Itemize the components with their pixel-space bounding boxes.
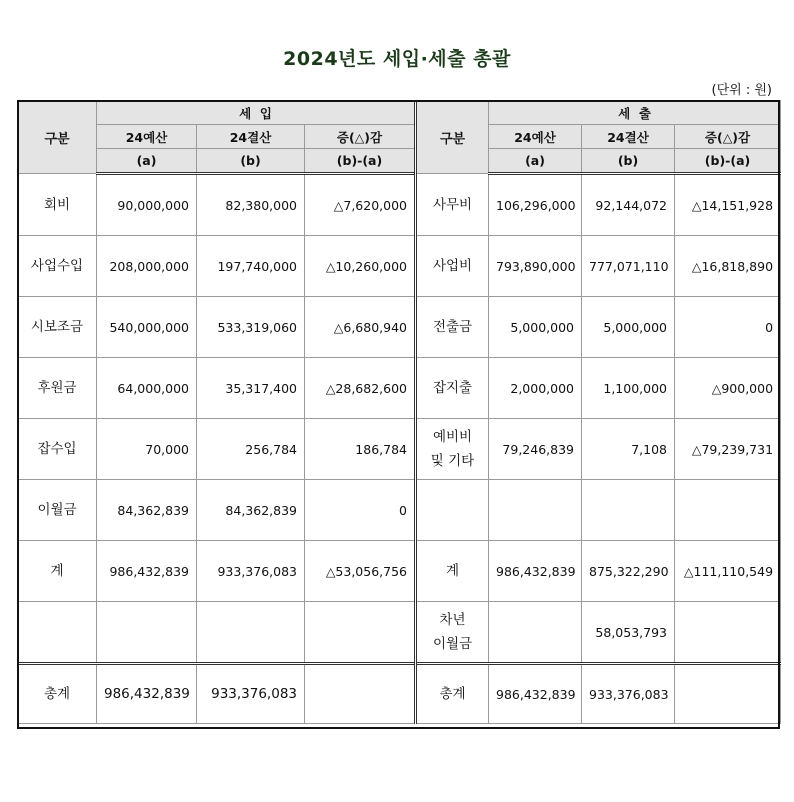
expense-budget-cell: 2,000,000 — [489, 358, 582, 419]
income-settlement-cell: 82,380,000 — [197, 174, 305, 236]
expense-change-cell: △79,239,731 — [675, 419, 781, 480]
expense-budget-cell: 106,296,000 — [489, 174, 582, 236]
expense-budget-cell: 5,000,000 — [489, 297, 582, 358]
income-header: 세 입 — [97, 101, 416, 125]
table-row — [18, 419, 781, 480]
income-settlement-cell: 256,784 — [197, 419, 305, 480]
income-settlement-cell: 933,376,083 — [197, 664, 305, 724]
expense-change-cell: △111,110,549 — [675, 541, 781, 602]
income-budget-cell: 84,362,839 — [97, 480, 197, 541]
expense-change-cell — [675, 664, 781, 724]
income-settlement-cell: 84,362,839 — [197, 480, 305, 541]
table-row — [18, 480, 781, 541]
income-change-cell: △7,620,000 — [305, 174, 416, 236]
income-settlement-cell — [197, 602, 305, 664]
income-budget-cell: 64,000,000 — [97, 358, 197, 419]
expense-budget-cell: 793,890,000 — [489, 236, 582, 297]
income-settlement-header: 24결산 — [197, 125, 305, 149]
income-settlement-cell: 533,319,060 — [197, 297, 305, 358]
income-change-cell: △53,056,756 — [305, 541, 416, 602]
income-category: 계 — [18, 541, 97, 602]
income-category — [18, 602, 97, 664]
expense-settlement-cell — [582, 480, 675, 541]
income-change-cell — [305, 664, 416, 724]
income-budget-cell — [97, 602, 197, 664]
table-row — [18, 602, 781, 664]
table-row — [18, 358, 781, 419]
income-budget-cell: 70,000 — [97, 419, 197, 480]
income-settlement-cell: 197,740,000 — [197, 236, 305, 297]
expense-category: 사무비 — [416, 174, 489, 236]
income-budget-cell: 90,000,000 — [97, 174, 197, 236]
income-category: 이월금 — [18, 480, 97, 541]
income-category-header: 구분 — [18, 101, 97, 174]
income-change-cell — [305, 602, 416, 664]
income-budget-cell: 986,432,839 — [97, 664, 197, 724]
table-row — [18, 174, 781, 236]
expense-settlement-cell: 7,108 — [582, 419, 675, 480]
income-category: 회비 — [18, 174, 97, 236]
expense-budget-header: 24예산 — [489, 125, 582, 149]
income-change-subheader: (b)-(a) — [305, 149, 416, 174]
expense-category: 총계 — [416, 664, 489, 724]
income-budget-header: 24예산 — [97, 125, 197, 149]
income-budget-cell: 540,000,000 — [97, 297, 197, 358]
expense-category: 차년 이월금 — [416, 602, 489, 664]
expense-budget-cell: 986,432,839 — [489, 664, 582, 724]
page-title: 2024년도 세입·세출 총괄 — [283, 48, 511, 70]
income-category: 사업수입 — [18, 236, 97, 297]
expense-category: 예비비 및 기타 — [416, 419, 489, 480]
expense-category: 잡지출 — [416, 358, 489, 419]
expense-change-cell: 0 — [675, 297, 781, 358]
expense-category: 사업비 — [416, 236, 489, 297]
income-budget-cell: 208,000,000 — [97, 236, 197, 297]
income-change-cell: 186,784 — [305, 419, 416, 480]
expense-change-cell — [675, 480, 781, 541]
expense-header: 세 출 — [489, 101, 781, 125]
expense-budget-cell: 79,246,839 — [489, 419, 582, 480]
expense-category: 계 — [416, 541, 489, 602]
table-body — [18, 174, 781, 724]
expense-settlement-subheader: (b) — [582, 149, 675, 174]
expense-settlement-cell: 933,376,083 — [582, 664, 675, 724]
expense-settlement-cell: 58,053,793 — [582, 602, 675, 664]
table-row — [18, 236, 781, 297]
expense-change-cell: △16,818,890 — [675, 236, 781, 297]
expense-change-cell: △900,000 — [675, 358, 781, 419]
income-settlement-cell: 35,317,400 — [197, 358, 305, 419]
expense-budget-cell — [489, 602, 582, 664]
income-category: 시보조금 — [18, 297, 97, 358]
income-budget-subheader: (a) — [97, 149, 197, 174]
expense-budget-cell: 986,432,839 — [489, 541, 582, 602]
expense-settlement-header: 24결산 — [582, 125, 675, 149]
income-change-cell: 0 — [305, 480, 416, 541]
expense-change-cell: △14,151,928 — [675, 174, 781, 236]
expense-change-header: 증(△)감 — [675, 125, 781, 149]
unit-note: (단위 : 원) — [711, 83, 772, 98]
table-row — [18, 297, 781, 358]
income-budget-cell: 986,432,839 — [97, 541, 197, 602]
budget-summary-table — [17, 100, 781, 724]
income-category: 후원금 — [18, 358, 97, 419]
income-change-cell: △28,682,600 — [305, 358, 416, 419]
income-category: 잡수입 — [18, 419, 97, 480]
expense-change-cell — [675, 602, 781, 664]
income-category: 총계 — [18, 664, 97, 724]
expense-settlement-cell: 5,000,000 — [582, 297, 675, 358]
expense-budget-subheader: (a) — [489, 149, 582, 174]
expense-category — [416, 480, 489, 541]
income-change-header: 증(△)감 — [305, 125, 416, 149]
income-change-cell: △10,260,000 — [305, 236, 416, 297]
expense-category: 전출금 — [416, 297, 489, 358]
expense-change-subheader: (b)-(a) — [675, 149, 781, 174]
expense-settlement-cell: 1,100,000 — [582, 358, 675, 419]
table-row — [18, 541, 781, 602]
expense-category-header: 구분 — [416, 101, 489, 174]
expense-budget-cell — [489, 480, 582, 541]
income-change-cell: △6,680,940 — [305, 297, 416, 358]
expense-settlement-cell: 875,322,290 — [582, 541, 675, 602]
income-settlement-cell: 933,376,083 — [197, 541, 305, 602]
expense-settlement-cell: 92,144,072 — [582, 174, 675, 236]
grand-total-row — [18, 664, 781, 724]
income-settlement-subheader: (b) — [197, 149, 305, 174]
expense-settlement-cell: 777,071,110 — [582, 236, 675, 297]
